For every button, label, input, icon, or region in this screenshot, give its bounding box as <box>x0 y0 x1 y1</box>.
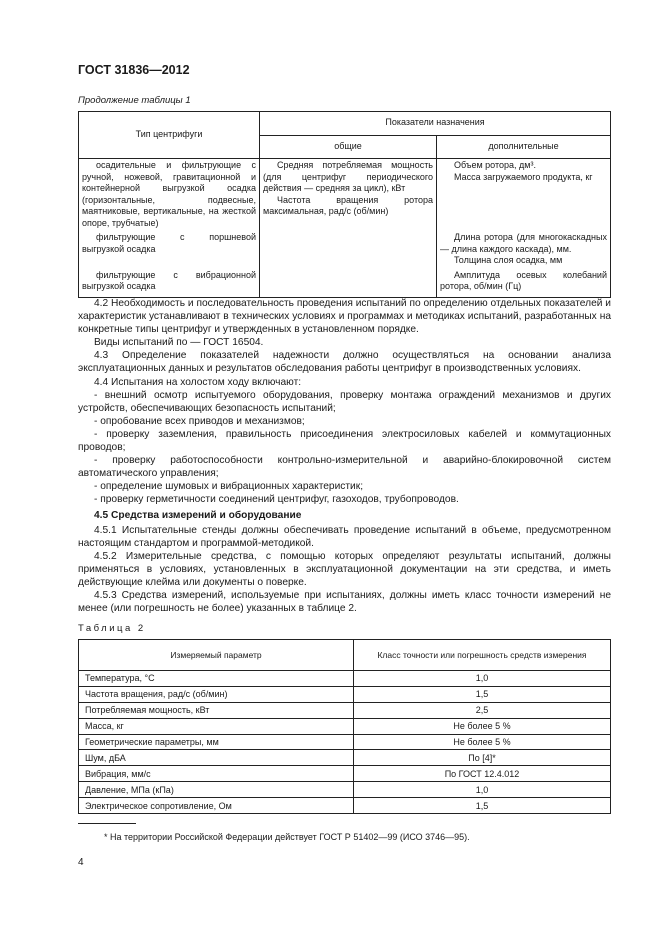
table2-header-class: Класс точности или погрешность средств измерения <box>354 640 611 671</box>
table-row <box>79 718 611 734</box>
table1-cell-additional: Толщина слоя осадка, мм <box>454 255 563 266</box>
table1-cell-type: осадительные и фильтрующие с ручной, ножевой, гравитационной и контейнерной выгрузкой осадка (горизонтальные, подвесные, маятниковые, вертикальные, на жесткой опоре, трубчатые) <box>82 160 256 228</box>
table2-value: 1,0 <box>354 782 611 798</box>
list-item: - проверку герметичности соединений центрифуг, газоходов, трубопроводов. <box>94 494 459 506</box>
table-row <box>79 750 611 766</box>
footnote-divider <box>78 823 136 824</box>
table-row <box>79 798 611 814</box>
list-item: - проверку работоспособности контрольно-измерительной и аварийно-блокировочной систем автоматического управления; <box>78 455 611 480</box>
paragraph-4-2: 4.2 Необходимость и последовательность проведения испытаний по определению отдельных показателей и характеристик устанавливают в технических условиях и программах и методиках испытаний, разработанных на конкретные типы центрифуг и утвержденных в установленном порядке. <box>78 298 611 336</box>
paragraph-4-5-2: 4.5.2 Измерительные средства, с помощью которых определяют результаты испытаний, должны применяться в условиях, установленных в эксплуатационной документации на эти средства, и иметь действующие клейма или документы о поверке. <box>78 550 611 588</box>
list-item: - определение шумовых и вибрационных характеристик; <box>94 481 364 493</box>
table2-value: По ГОСТ 12.4.012 <box>354 766 611 782</box>
standard-header: ГОСТ 31836—2012 <box>78 63 190 77</box>
table1-cell-general: Средняя потребляемая мощность (для центрифуг периодического действия — средняя за цикл), кВт <box>263 160 433 194</box>
table1-cell-additional: Амплитуда осевых колебаний ротора, об/мин (Гц) <box>440 269 607 292</box>
table1-cell-type: фильтрующие с поршневой выгрузкой осадка <box>82 232 256 254</box>
table2-param: Шум, дБА <box>79 750 354 766</box>
table-row <box>79 671 611 687</box>
table2-param: Масса, кг <box>79 718 354 734</box>
section-heading-4-5: 4.5 Средства измерений и оборудование <box>94 509 302 521</box>
table1-cell-additional: Длина ротора (для многокаскадных — длина каждого каскада), мм. <box>440 232 607 254</box>
body-text <box>78 297 611 615</box>
table1-cell-general: Частота вращения ротора максимальная, рад/с (об/мин) <box>263 194 433 217</box>
table2-value: Не более 5 % <box>354 734 611 750</box>
paragraph-4-3: 4.3 Определение показателей надежности должно осуществляться на основании анализа эксплуатационных данных и результатов обследования работы центрифуг в производственных условиях. <box>78 350 611 375</box>
table2-value: 1,0 <box>354 671 611 687</box>
table1-cell-type: фильтрующие с вибрационной выгрузкой осадка <box>82 269 256 292</box>
table2-param: Давление, МПа (кПа) <box>79 782 354 798</box>
table2-param: Электрическое сопротивление, Ом <box>79 798 354 814</box>
list-item: - внешний осмотр испытуемого оборудования, проверку монтажа ограждений механизмов и других устройств, обеспечивающих безопасность испытаний; <box>78 389 611 414</box>
table-row <box>79 232 611 267</box>
table-row <box>79 766 611 782</box>
table1-continuation-label: Продолжение таблицы 1 <box>78 95 191 106</box>
paragraph-4-5-3: 4.5.3 Средства измерений, используемые при испытаниях, должны иметь класс точности измерений не менее (или погрешность не более) указанных в таблице 2. <box>78 590 611 615</box>
footnote: * На территории Российской Федерации действует ГОСТ Р 51402—99 (ИСО 3746—95). <box>104 832 470 842</box>
paragraph-4-4: 4.4 Испытания на холостом ходу включают: <box>94 376 302 388</box>
table-row <box>79 734 611 750</box>
table1-cell-additional: Объем ротора, дм³. <box>454 160 536 170</box>
table2-value: 1,5 <box>354 798 611 814</box>
list-item: - проверку заземления, правильность присоединения электросиловых кабелей и коммутационных проводов; <box>78 428 611 454</box>
table2-param: Частота вращения, рад/с (об/мин) <box>79 686 354 702</box>
table2-value: 2,5 <box>354 702 611 718</box>
table1-header-additional: дополнительные <box>437 135 611 159</box>
list-item: - опробование всех приводов и механизмов; <box>94 415 305 427</box>
table2-value: 1,5 <box>354 686 611 702</box>
page-number: 4 <box>78 857 84 868</box>
table-row <box>79 686 611 702</box>
table-1 <box>78 111 611 298</box>
table2-value: Не более 5 % <box>354 718 611 734</box>
table2-param: Температура, °С <box>79 671 354 687</box>
table-2 <box>78 639 611 814</box>
paragraph-4-5-1: 4.5.1 Испытательные стенды должны обеспечивать проведение испытаний в объеме, предусмотренном настоящим стандартом и программой-методикой. <box>78 524 611 549</box>
table-row <box>79 702 611 718</box>
table2-value: По [4]* <box>354 750 611 766</box>
table-row <box>79 159 611 233</box>
table-row <box>79 782 611 798</box>
paragraph-test-types: Виды испытаний по — ГОСТ 16504. <box>94 337 264 349</box>
table2-param: Геометрические параметры, мм <box>79 734 354 750</box>
table1-header-general: общие <box>260 135 437 159</box>
table2-param: Потребляемая мощность, кВт <box>79 702 354 718</box>
table2-caption: Таблица 2 <box>78 623 146 634</box>
table2-header-param: Измеряемый параметр <box>79 640 354 671</box>
table-row <box>79 267 611 298</box>
table2-param: Вибрация, мм/с <box>79 766 354 782</box>
table1-header-group: Показатели назначения <box>260 112 611 136</box>
table1-cell-additional: Масса загружаемого продукта, кг <box>454 171 593 182</box>
table1-header-type: Тип центрифуги <box>79 112 260 159</box>
